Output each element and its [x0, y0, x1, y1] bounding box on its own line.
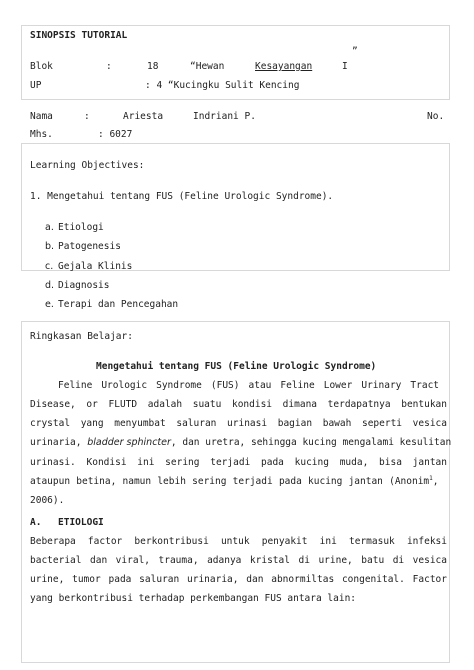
p1-line4-start: urinaria, [30, 437, 82, 448]
blok-word-1: “Hewan [190, 61, 225, 72]
paragraph-1-line-2: Disease, or FLUTD adalah suatu kondisi dimana terdapatnya bentukan [30, 399, 447, 410]
blok-number: 18 [147, 61, 159, 72]
sub-item-marker-a: a. [45, 222, 54, 233]
name-last: Indriani P. [193, 111, 256, 122]
paragraph-1-line-1: Feline Urologic Syndrome (FUS) atau Feline Lower Urinary Tract [58, 380, 440, 391]
blok-colon: : [106, 61, 112, 72]
etiologi-heading: ETIOLOGI [58, 517, 104, 528]
up-label: UP [30, 80, 42, 91]
section-title: Mengetahui tentang FUS (Feline Urologic Syndrome) [96, 361, 377, 372]
up-value: : 4 “Kucingku Sulit Kencing [145, 80, 300, 91]
paragraph-1-line-7: 2006). [30, 495, 65, 506]
objectives-heading: Learning Objectives: [30, 160, 145, 171]
sub-item-patogenesis: Patogenesis [58, 241, 121, 252]
mhs-value: : 6027 [98, 129, 133, 140]
bladder-sphincter-term: bladder sphincter [87, 437, 171, 448]
sub-item-marker-d: d. [45, 280, 55, 291]
nama-label: Nama [30, 111, 53, 122]
sub-item-terapi: Terapi dan Pencegahan [58, 299, 179, 310]
sub-item-marker-e: e. [45, 299, 54, 310]
no-label: No. [427, 111, 445, 122]
p1-line6-comma: , [432, 476, 439, 487]
summary-heading: Ringkasan Belajar: [30, 331, 133, 342]
nama-colon: : [84, 111, 90, 122]
paragraph-1-line-5: urinasi. Kondisi ini sering terjadi pada kucing muda, bisa jantan [30, 457, 447, 468]
paragraph-2-line-2: bacterial dan viral, trauma, adanya kristal di urine, batu di vesica [30, 555, 447, 566]
etiologi-marker: A. [30, 517, 42, 528]
citation-superscript: 1 [429, 474, 433, 482]
paragraph-2-line-4: yang berkontribusi terhadap perkembangan FUS antara lain: [30, 593, 357, 604]
sub-item-etiologi: Etiologi [58, 222, 104, 233]
sub-item-gejala-klinis: Gejala Klinis [58, 261, 133, 272]
p1-line4-end: , dan uretra, sehingga kucing mengalami kesulitan [170, 437, 452, 448]
paragraph-1-line-4 [30, 437, 452, 448]
blok-word-2: Kesayangan [255, 61, 313, 72]
document-title: SINOPSIS TUTORIAL [30, 30, 128, 41]
objective-item-1: 1. Mengetahui tentang FUS (Feline Urologic Syndrome). [30, 191, 334, 202]
p1-line6-text: ataupun betina, namun lebih sering terjadi pada kucing jantan (Anonim [30, 476, 430, 487]
blok-label: Blok [30, 61, 53, 72]
blok-word-3: I [342, 61, 348, 72]
paragraph-2-line-1: Beberapa factor berkontribusi untuk penyakit ini termasuk infeksi [30, 536, 447, 547]
sub-item-diagnosis: Diagnosis [58, 280, 110, 291]
paragraph-1-line-6 [30, 476, 439, 487]
sub-item-marker-b: b. [45, 241, 55, 252]
blok-quote-mark: ” [352, 46, 358, 57]
name-first: Ariesta [123, 111, 164, 122]
paragraph-2-line-3: urine, tumor pada saluran urinaria, dan abnormiltas congenital. Factor [30, 574, 447, 585]
sub-item-marker-c: c. [45, 261, 54, 272]
mhs-label: Mhs. [30, 129, 53, 140]
paragraph-1-line-3: crystal yang menyumbat saluran urinasi bagian bawah seperti vesica [30, 418, 447, 429]
